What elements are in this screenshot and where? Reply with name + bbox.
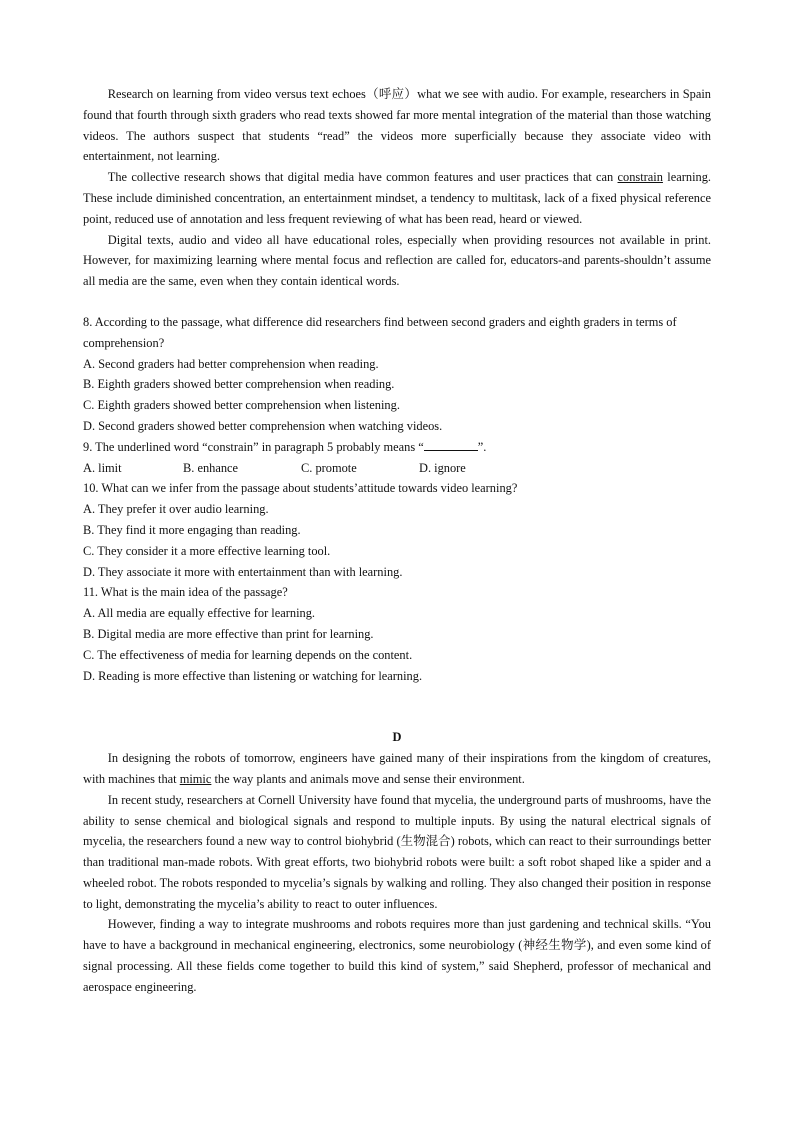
passage-d-paragraph-2: In recent study, researchers at Cornell University have found that mycelia, the underground parts of mushrooms, have the ability to sense chemical and biological signals and respond to multiple inputs. By using the natural electrical signals of mycelia, the researchers found a new way to control biohybrid (生物混合) robots, which can react to their surroundings better than traditional man-made robots. With great efforts, two biohybrid robots were built: a soft robot shaped like a spider and a wheeled robot. The robots responded to mycelia’s signals by walking and rolling. They also changed their position in response to light, demonstrating the mycelia’s ability to react to outer influences. bbox=[83, 792, 711, 911]
passage-c-paragraph-3: Digital texts, audio and video all have educational roles, especially when providing resources not available in print. However, for maximizing learning where mental focus and reflection are called for, educators-and parents-shouldn’t assume all media are the same, even when they contain identical words. bbox=[83, 232, 711, 289]
section-title: D bbox=[392, 730, 402, 745]
answer-blank bbox=[424, 438, 478, 451]
question-10 bbox=[83, 478, 711, 582]
options-row bbox=[83, 458, 711, 479]
passage-d bbox=[83, 727, 711, 997]
question-stem: 8. According to the passage, what difference did researchers find between second graders and eighth graders in terms of comprehension? bbox=[83, 314, 677, 350]
option-b: B. Eighth graders showed better comprehension when reading. bbox=[83, 377, 395, 392]
passage-c-paragraph-2 bbox=[83, 167, 711, 229]
underlined-word-mimic: mimic bbox=[179, 771, 212, 786]
option-d: D. ignore bbox=[419, 460, 466, 475]
paragraph-text: learning. These include diminished concentration, an entertainment mindset, a tendency to multitask, lack of a fixed physical reference point, reduced use of annotation and less frequent reviewing of what has been read, heard or viewed. bbox=[83, 170, 711, 226]
option-c: C. promote bbox=[301, 460, 357, 475]
question-stem: 10. What can we infer from the passage about students’attitude towards video learning? bbox=[83, 481, 518, 496]
option-d: D. Reading is more effective than listening or watching for learning. bbox=[83, 668, 423, 683]
option-c: C. They consider it a more effective learning tool. bbox=[83, 543, 331, 558]
underlined-word-constrain: constrain bbox=[617, 170, 663, 185]
question-9 bbox=[83, 437, 711, 479]
passage-c bbox=[83, 84, 711, 292]
option-a: A. limit bbox=[83, 460, 122, 475]
paragraph-text: the way plants and animals move and sense their environment. bbox=[211, 771, 525, 786]
option-b: B. enhance bbox=[183, 460, 239, 475]
passage-d-paragraph-3: However, finding a way to integrate mushrooms and robots requires more than just gardening and technical skills. “You have to have a background in mechanical engineering, electronics, some neurobiology (神经生物学), and even some kind of signal processing. All these fields come together to build this kind of system,” said Shepherd, professor of mechanical and aerospace engineering. bbox=[83, 917, 711, 994]
option-b: B. They find it more engaging than reading. bbox=[83, 522, 301, 537]
document-page bbox=[83, 84, 711, 998]
paragraph-text: The collective research shows that digital media have common features and user practices that can bbox=[107, 170, 618, 185]
stem-text: 9. The underlined word “constrain” in paragraph 5 probably means “ bbox=[83, 439, 424, 454]
passage-d-paragraph-1 bbox=[83, 748, 711, 790]
question-stem bbox=[83, 437, 711, 458]
option-d: D. They associate it more with entertainment than with learning. bbox=[83, 564, 403, 579]
question-8 bbox=[83, 312, 711, 437]
option-d: D. Second graders showed better comprehension when watching videos. bbox=[83, 418, 443, 433]
option-a: A. They prefer it over audio learning. bbox=[83, 502, 269, 517]
option-c: C. The effectiveness of media for learning depends on the content. bbox=[83, 647, 413, 662]
stem-text: ”. bbox=[477, 439, 487, 454]
question-stem: 11. What is the main idea of the passage? bbox=[83, 585, 288, 600]
question-11 bbox=[83, 582, 711, 686]
passage-c-paragraph-1: Research on learning from video versus text echoes（呼应）what we see with audio. For example, researchers in Spain found that fourth through sixth graders who read texts showed far more mental integration of the material than those watching videos. The authors suspect that students “read” the videos more superficially because they associate video with entertainment, not learning. bbox=[83, 87, 711, 164]
option-a: A. Second graders had better comprehension when reading. bbox=[83, 356, 379, 371]
option-c: C. Eighth graders showed better comprehension when listening. bbox=[83, 398, 400, 413]
paragraph-text: In designing the robots of tomorrow, engineers have gained many of their inspirations from the kingdom of creatures, with machines that bbox=[83, 751, 711, 786]
option-b: B. Digital media are more effective than print for learning. bbox=[83, 626, 374, 641]
option-a: A. All media are equally effective for learning. bbox=[83, 606, 315, 621]
